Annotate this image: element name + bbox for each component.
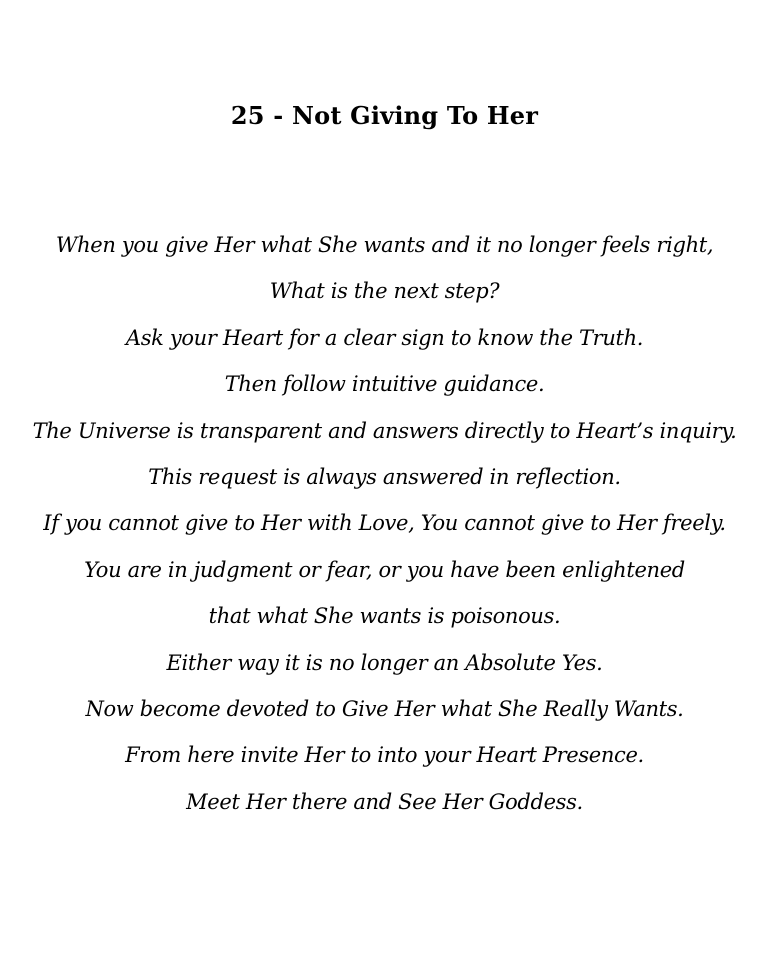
poem-line: What is the next step?: [269, 279, 500, 304]
poem-line: that what She wants is poisonous.: [208, 604, 561, 629]
poem-line: The Universe is transparent and answers directly to Heart’s inquiry.: [32, 418, 737, 443]
poem-line: This request is always answered in reflection.: [148, 464, 621, 489]
poem-line: When you give Her what She wants and it no longer feels right,: [55, 233, 714, 257]
poem-line: You are in judgment or fear, or you have been enlightened: [84, 557, 685, 582]
poem-line: If you cannot give to Her with Love, You cannot give to Her freely.: [43, 511, 726, 536]
poem-line: Then follow intuitive guidance.: [224, 372, 545, 397]
poem-line: Now become devoted to Give Her what She Really Wants.: [85, 696, 684, 721]
page-title: 25 - Not Giving To Her: [230, 101, 539, 130]
poem-body: [0, 227, 769, 830]
poem-line: From here invite Her to into your Heart Presence.: [125, 743, 644, 768]
poem-line: Either way it is no longer an Absolute Yes.: [166, 650, 603, 675]
poem-line: Meet Her there and See Her Goddess.: [186, 789, 583, 814]
poem-line: Ask your Heart for a clear sign to know the Truth.: [125, 325, 644, 350]
